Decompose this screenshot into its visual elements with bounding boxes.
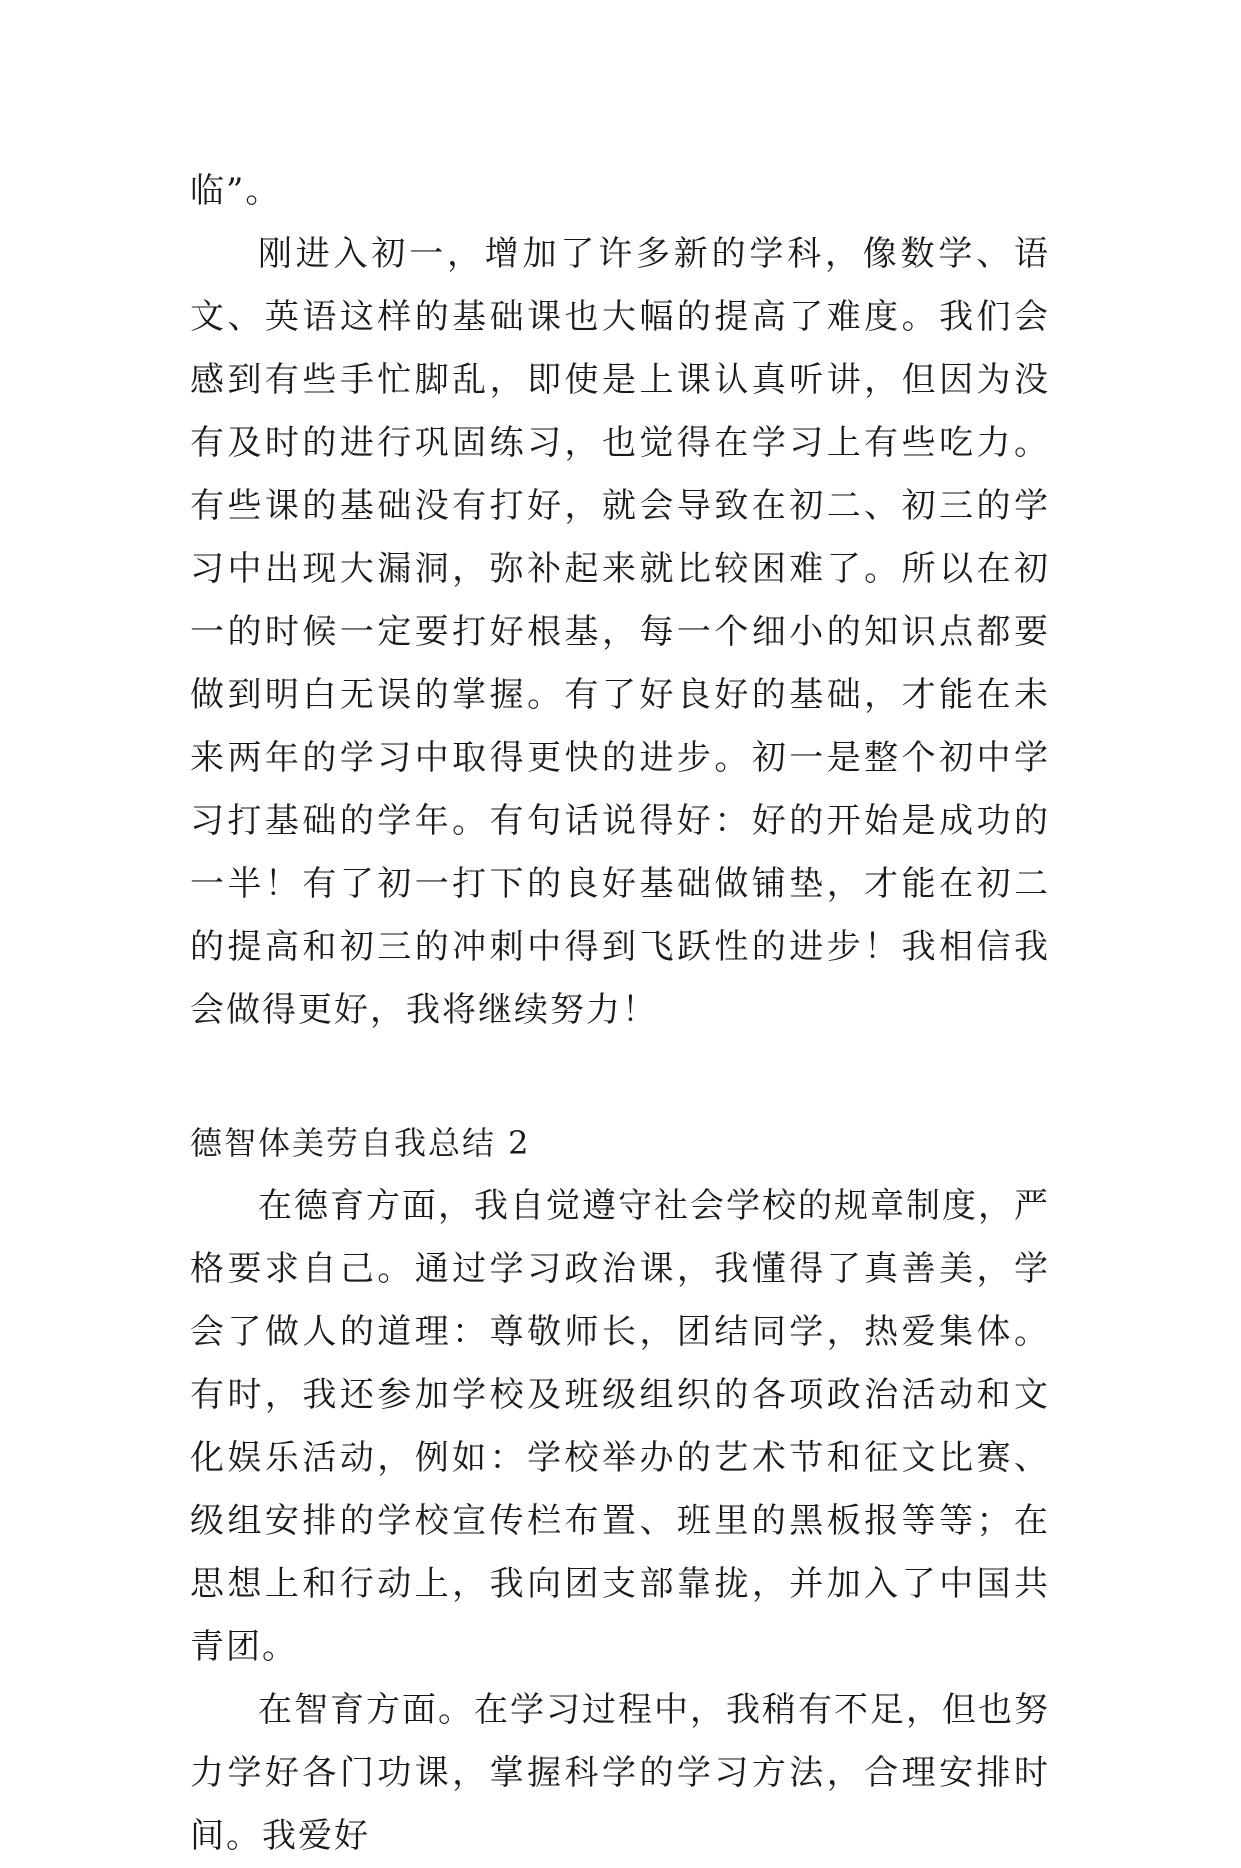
section-title: 德智体美劳自我总结 2	[190, 1124, 531, 1162]
section-spacer	[190, 1042, 1050, 1112]
paragraph-moral-education: 在德育方面，我自觉遵守社会学校的规章制度，严格要求自己。通过学习政治课，我懂得了真善美，学会了做人的道理：尊敬师长，团结同学，热爱集体。有时，我还参加学校及班级组织的各项政治活动和文化娱乐活动，例如：学校举办的艺术节和征文比赛、级组安排的学校宣传栏布置、班里的黑板报等等；在思想上和行动上，我向团支部靠拢，并加入了中国共青团。	[190, 1186, 1050, 1667]
paragraph-first-year-study: 刚进入初一，增加了许多新的学科，像数学、语文、英语这样的基础课也大幅的提高了难度。我们会感到有些手忙脚乱，即使是上课认真听讲，但因为没有及时的进行巩固练习，也觉得在学习上有些吃力。有些课的基础没有打好，就会导致在初二、初三的学习中出现大漏洞，弥补起来就比较困难了。所以在初一的时候一定要打好根基，每一个细小的知识点都要做到明白无误的掌握。有了好良好的基础，才能在未来两年的学习中取得更快的进步。初一是整个初中学习打基础的学年。有句话说得好：好的开始是成功的一半！有了初一打下的良好基础做铺垫，才能在初二的提高和初三的冲刺中得到飞跃性的进步！我相信我会做得更好，我将继续努力！	[190, 234, 1050, 1030]
document-body	[190, 160, 1050, 1868]
paragraph-continuation: 临”。	[190, 171, 282, 211]
paragraph-intellectual-education: 在智育方面。在学习过程中，我稍有不足，但也努力学好各门功课，掌握科学的学习方法，合理安排时间。我爱好	[190, 1690, 1050, 1856]
